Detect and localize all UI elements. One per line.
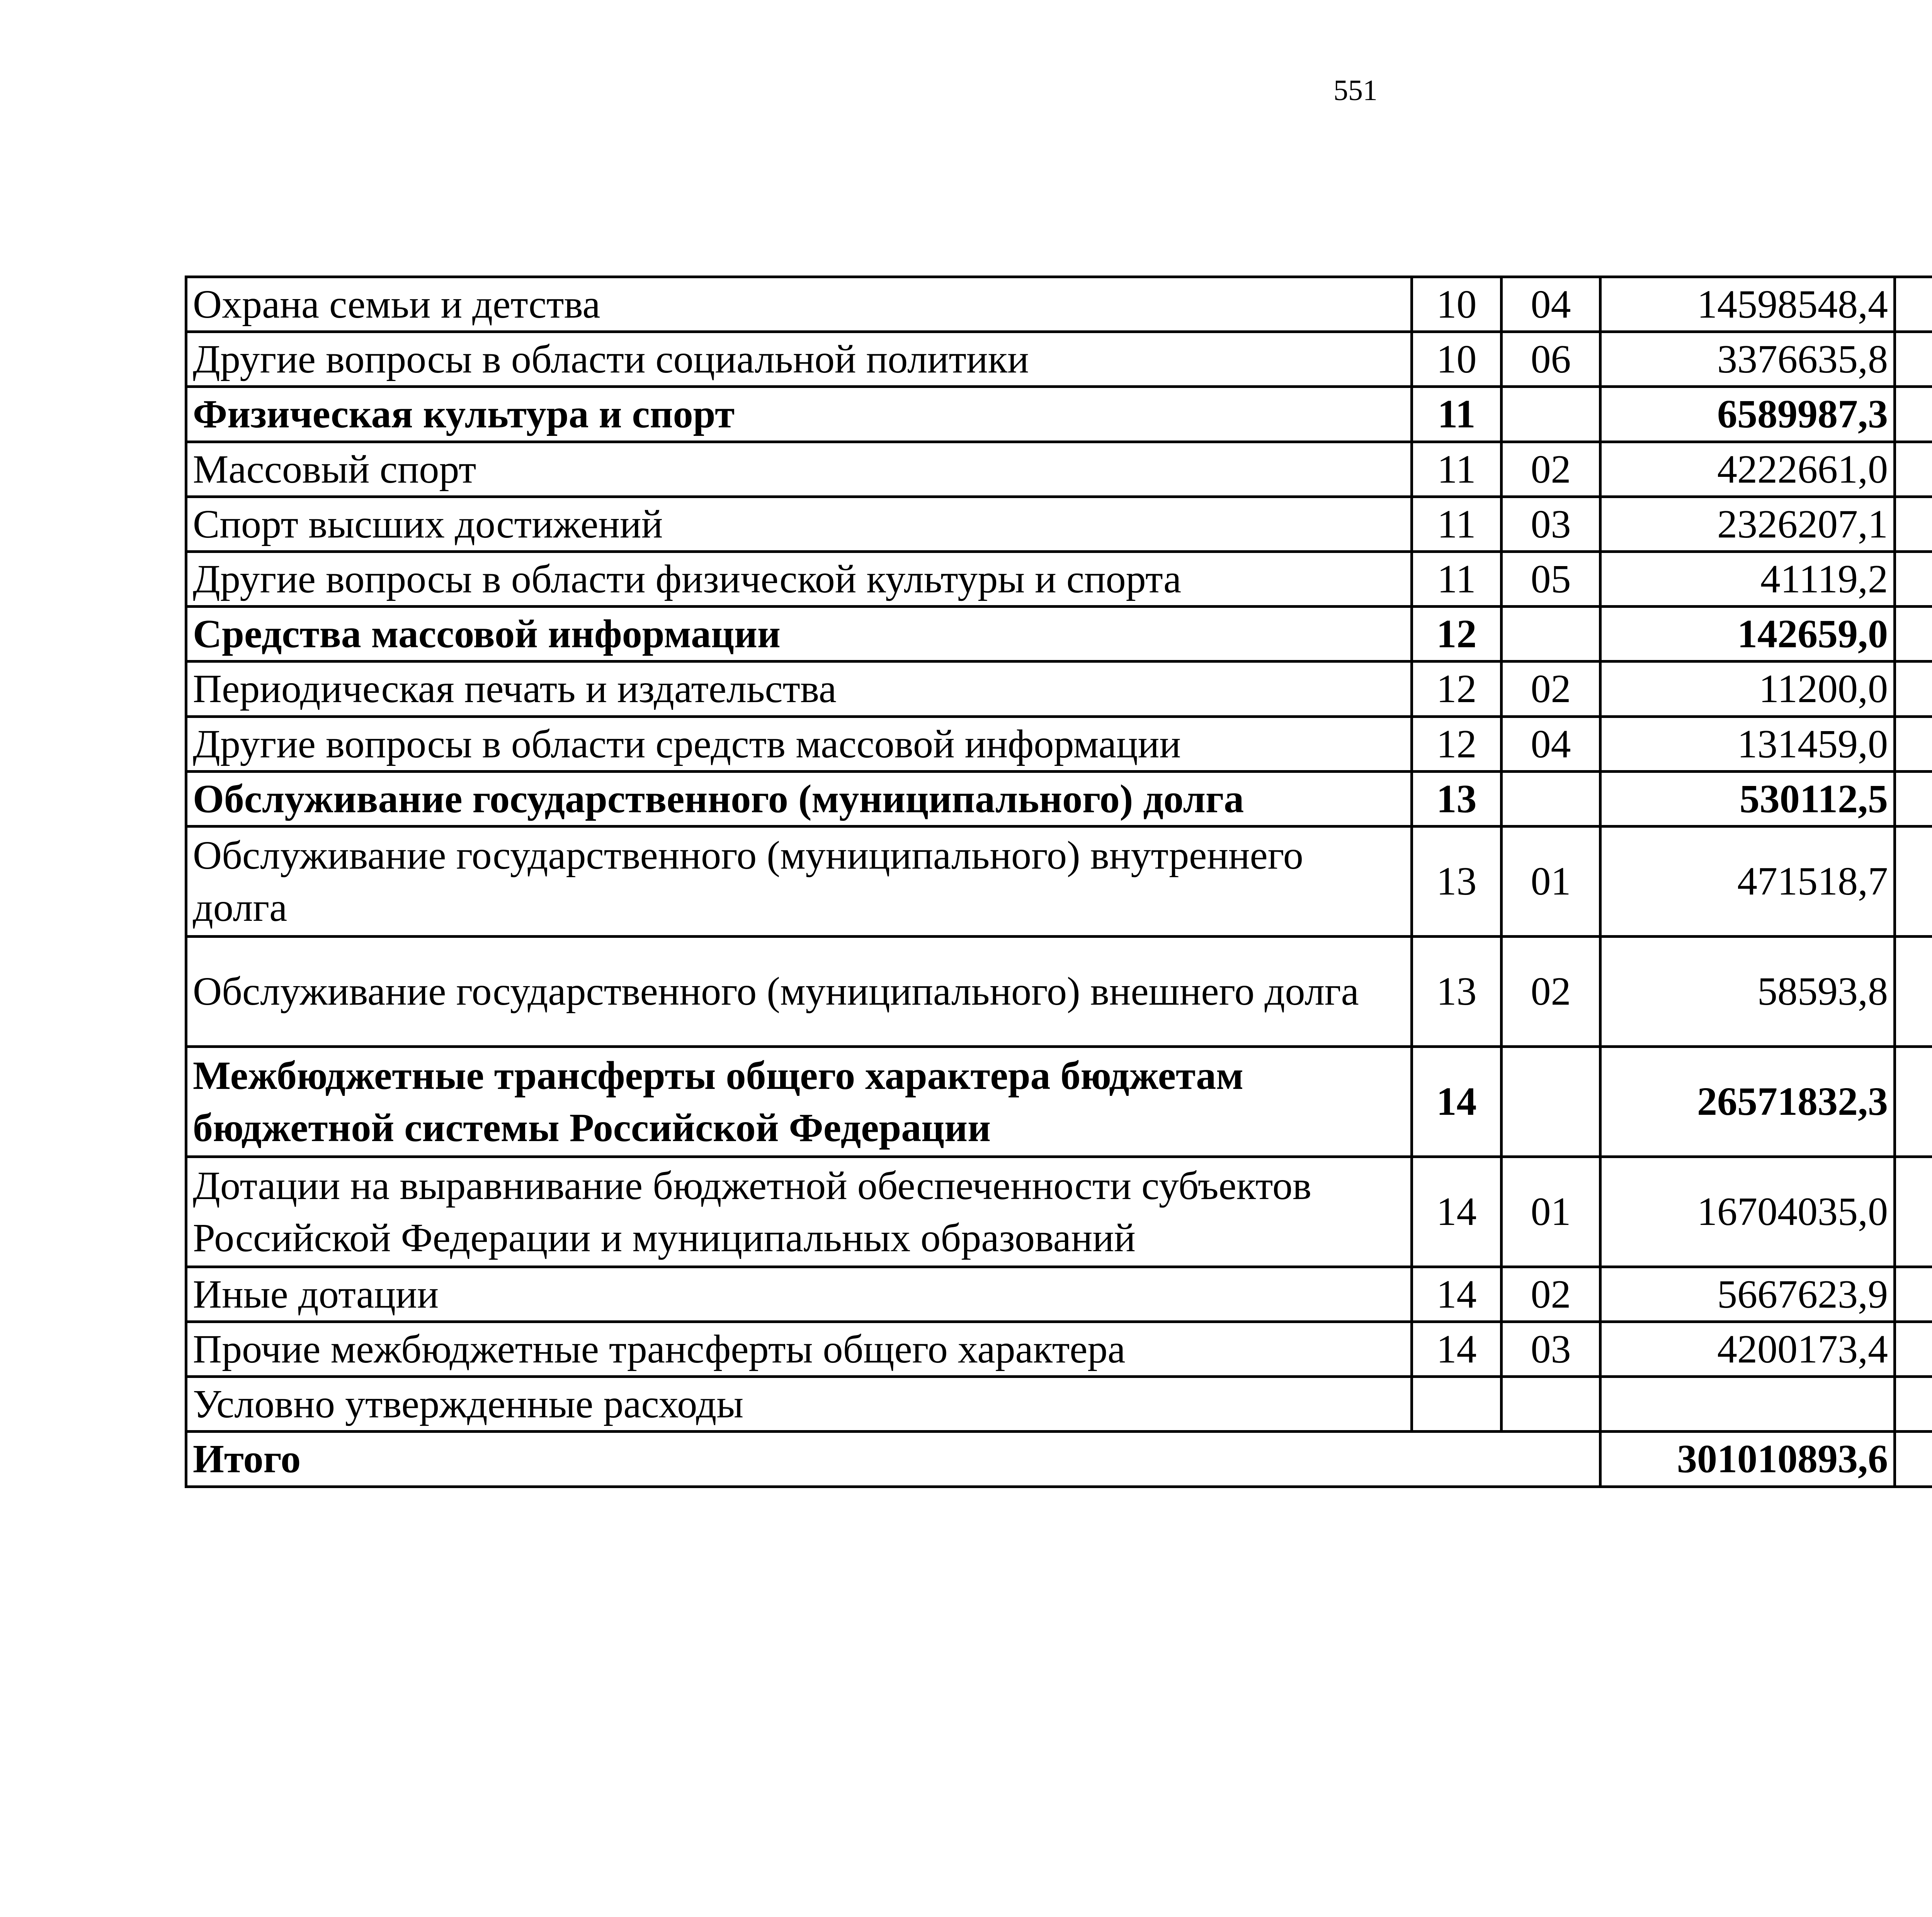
row-name: Другие вопросы в области физической культуры и спорта <box>186 551 1412 606</box>
amount-year-1: 530112,5 <box>1600 771 1895 826</box>
row-name: Прочие межбюджетные трансферты общего характера <box>186 1322 1412 1377</box>
amount-year-1: 6589987,3 <box>1600 387 1895 442</box>
amount-year-1: 41119,2 <box>1600 551 1895 606</box>
section-code: 13 <box>1412 771 1502 826</box>
amount-year-2 <box>1895 662 1932 716</box>
row-name: Условно утвержденные расходы <box>186 1377 1412 1432</box>
amount-year-1: 142659,0 <box>1600 607 1895 662</box>
row-name: Физическая культура и спорт <box>186 387 1412 442</box>
subsection-code <box>1502 1046 1600 1157</box>
subsection-code: 02 <box>1502 936 1600 1046</box>
amount-year-1: 4200173,4 <box>1600 1322 1895 1377</box>
amount-year-2 <box>1895 826 1932 936</box>
amount-year-1: 471518,7 <box>1600 826 1895 936</box>
amount-year-2 <box>1895 277 1932 332</box>
table-row <box>186 936 1932 1046</box>
subsection-code: 02 <box>1502 442 1600 497</box>
row-name: Массовый спорт <box>186 442 1412 497</box>
table-row <box>186 1322 1932 1377</box>
amount-year-2 <box>1895 332 1932 387</box>
row-name: Иные дотации <box>186 1267 1412 1322</box>
row-name: Другие вопросы в области средств массовой информации <box>186 716 1412 771</box>
subsection-code: 05 <box>1502 551 1600 606</box>
subsection-code: 01 <box>1502 1157 1600 1267</box>
amount-year-1: 16704035,0 <box>1600 1157 1895 1267</box>
amount-year-2 <box>1895 387 1932 442</box>
section-code: 13 <box>1412 826 1502 936</box>
section-code <box>1412 1377 1502 1432</box>
table-row <box>186 277 1932 332</box>
table-row <box>186 442 1932 497</box>
amount-year-1: 14598548,4 <box>1600 277 1895 332</box>
section-code: 12 <box>1412 662 1502 716</box>
amount-year-1: 131459,0 <box>1600 716 1895 771</box>
section-code: 13 <box>1412 936 1502 1046</box>
subsection-code: 02 <box>1502 662 1600 716</box>
amount-year-1: 58593,8 <box>1600 936 1895 1046</box>
amount-year-2 <box>1895 1267 1932 1322</box>
total-label: Итого <box>186 1432 1600 1487</box>
subsection-code: 03 <box>1502 497 1600 551</box>
subsection-code <box>1502 1377 1600 1432</box>
section-code: 10 <box>1412 277 1502 332</box>
row-name: Обслуживание государственного (муниципального) долга <box>186 771 1412 826</box>
total-year-1: 301010893,6 <box>1600 1432 1895 1487</box>
subsection-code <box>1502 387 1600 442</box>
table-row <box>186 497 1932 551</box>
subsection-code: 03 <box>1502 1322 1600 1377</box>
subsection-code: 01 <box>1502 826 1600 936</box>
section-code: 14 <box>1412 1267 1502 1322</box>
section-code: 10 <box>1412 332 1502 387</box>
section-code: 12 <box>1412 607 1502 662</box>
amount-year-1: 5667623,9 <box>1600 1267 1895 1322</box>
table-row <box>186 1377 1932 1432</box>
table-row <box>186 662 1932 716</box>
amount-year-2 <box>1895 1377 1932 1432</box>
subsection-code: 06 <box>1502 332 1600 387</box>
amount-year-1: 3376635,8 <box>1600 332 1895 387</box>
section-code: 12 <box>1412 716 1502 771</box>
amount-year-2 <box>1895 551 1932 606</box>
table-row <box>186 771 1932 826</box>
amount-year-2 <box>1895 716 1932 771</box>
amount-year-2 <box>1895 1322 1932 1377</box>
subsection-code <box>1502 607 1600 662</box>
total-row <box>186 1432 1932 1487</box>
table-row <box>186 1157 1932 1267</box>
amount-year-2 <box>1895 607 1932 662</box>
row-name: Средства массовой информации <box>186 607 1412 662</box>
budget-table <box>185 276 1932 1488</box>
table-row <box>186 1267 1932 1322</box>
amount-year-1: 26571832,3 <box>1600 1046 1895 1157</box>
section-code: 14 <box>1412 1322 1502 1377</box>
amount-year-1: 4222661,0 <box>1600 442 1895 497</box>
row-name: Периодическая печать и издательства <box>186 662 1412 716</box>
table-row <box>186 716 1932 771</box>
row-name: Межбюджетные трансферты общего характера бюджетам бюджетной системы Российской Федерации <box>186 1046 1412 1157</box>
subsection-code: 04 <box>1502 277 1600 332</box>
total-year-2 <box>1895 1432 1932 1487</box>
amount-year-2 <box>1895 1046 1932 1157</box>
table-row <box>186 607 1932 662</box>
subsection-code: 02 <box>1502 1267 1600 1322</box>
row-name: Обслуживание государственного (муниципального) внутреннего долга <box>186 826 1412 936</box>
row-name: Дотации на выравнивание бюджетной обеспеченности субъектов Российской Федерации и муниципальных образований <box>186 1157 1412 1267</box>
row-name: Другие вопросы в области социальной политики <box>186 332 1412 387</box>
table-row <box>186 387 1932 442</box>
section-code: 14 <box>1412 1157 1502 1267</box>
section-code: 11 <box>1412 442 1502 497</box>
row-name: Спорт высших достижений <box>186 497 1412 551</box>
table-row <box>186 826 1932 936</box>
subsection-code: 04 <box>1502 716 1600 771</box>
page-number: 551 <box>1333 74 1378 107</box>
amount-year-1: 2326207,1 <box>1600 497 1895 551</box>
amount-year-2 <box>1895 442 1932 497</box>
section-code: 11 <box>1412 497 1502 551</box>
subsection-code <box>1502 771 1600 826</box>
amount-year-1 <box>1600 1377 1895 1432</box>
table-row <box>186 332 1932 387</box>
amount-year-2 <box>1895 1157 1932 1267</box>
table-row <box>186 551 1932 606</box>
table-row <box>186 1046 1932 1157</box>
amount-year-2 <box>1895 771 1932 826</box>
section-code: 11 <box>1412 551 1502 606</box>
amount-year-1: 11200,0 <box>1600 662 1895 716</box>
amount-year-2 <box>1895 936 1932 1046</box>
row-name: Обслуживание государственного (муниципального) внешнего долга <box>186 936 1412 1046</box>
amount-year-2 <box>1895 497 1932 551</box>
section-code: 14 <box>1412 1046 1502 1157</box>
row-name: Охрана семьи и детства <box>186 277 1412 332</box>
section-code: 11 <box>1412 387 1502 442</box>
